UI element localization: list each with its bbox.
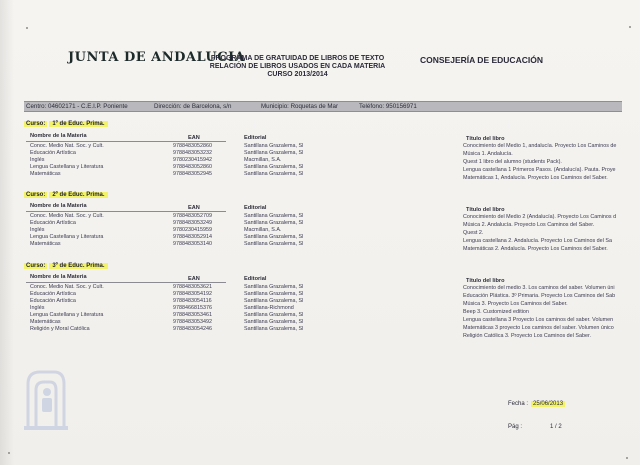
pag-value: 1 / 2 bbox=[550, 424, 562, 430]
materia-cell: Lengua Castellana y Literatura bbox=[30, 164, 104, 170]
ean-cell: 9788483052860 bbox=[173, 143, 212, 149]
fecha-value: 25/06/2013 bbox=[533, 401, 564, 407]
program-line: PROGRAMA DE GRATUIDAD DE LIBROS DE TEXTO bbox=[210, 55, 385, 62]
curso-value: 2º de Educ. Prima. bbox=[49, 192, 107, 198]
col-ean: EAN bbox=[188, 135, 200, 141]
scan-speck bbox=[26, 27, 28, 29]
titulo-cell: Conocimiento del medio 3. Los caminos del saber. Volumen úni bbox=[463, 285, 615, 291]
ean-cell: 9788483054116 bbox=[173, 298, 212, 304]
page-number-line bbox=[508, 424, 562, 430]
titulo-cell: Quest 2. bbox=[463, 230, 484, 236]
program-line: CURSO 2013/2014 bbox=[267, 71, 328, 78]
fecha-label: Fecha : bbox=[508, 401, 529, 407]
materia-cell: Inglés bbox=[30, 305, 45, 311]
col-materia: Nombre de la Materia bbox=[30, 133, 87, 139]
curso-label: Curso: bbox=[26, 192, 46, 198]
header-rule bbox=[26, 141, 226, 142]
materia-cell: Religión y Moral Católica bbox=[30, 326, 90, 332]
curso-heading bbox=[24, 263, 108, 269]
editorial-cell: Santillana Grazalema, Sl bbox=[244, 284, 304, 290]
ean-cell: 9788483053621 bbox=[173, 284, 212, 290]
col-titulo: Título del libro bbox=[466, 136, 505, 142]
ean-cell: 9780230415942 bbox=[173, 157, 212, 163]
curso-label: Curso: bbox=[26, 263, 46, 269]
col-editorial: Editorial bbox=[244, 135, 267, 141]
scan-speck bbox=[629, 26, 631, 28]
titulo-cell: Matemáticas 1, Andalucía. Proyecto Los Caminos del Saber. bbox=[463, 175, 608, 181]
materia-cell: Conoc. Medio Nat. Soc. y Cult. bbox=[30, 213, 104, 219]
junta-emblem-icon bbox=[20, 364, 72, 432]
titulo-cell: Matemáticas 3 proyecto Los caminos del saber. Volumen único bbox=[463, 325, 614, 331]
titulo-cell: Matemáticas 2. Andalucía. Proyecto Los Caminos del Saber. bbox=[463, 246, 608, 252]
ean-cell: 9788483052914 bbox=[173, 234, 212, 240]
scan-speck bbox=[8, 452, 10, 454]
col-materia: Nombre de la Materia bbox=[30, 203, 87, 209]
editorial-cell: Santillana-Richmond bbox=[244, 305, 294, 311]
editorial-cell: Macmillan, S.A. bbox=[244, 227, 282, 233]
ean-cell: 9780230415959 bbox=[173, 227, 212, 233]
col-titulo: Título del libro bbox=[466, 207, 505, 213]
centro-municipio: Municipio: Roquetas de Mar bbox=[261, 103, 339, 110]
materia-cell: Inglés bbox=[30, 157, 45, 163]
centro-code: Centro: 04602171 - C.E.I.P. Poniente bbox=[26, 103, 128, 110]
materia-cell: Educación Artística bbox=[30, 291, 76, 297]
editorial-cell: Macmillan, S.A. bbox=[244, 157, 282, 163]
editorial-cell: Santillana Grazalema, Sl bbox=[244, 143, 304, 149]
materia-cell: Conoc. Medio Nat. Soc. y Cult. bbox=[30, 284, 104, 290]
materia-cell: Lengua Castellana y Literatura bbox=[30, 234, 104, 240]
editorial-cell: Santillana Grazalema, Sl bbox=[244, 241, 304, 247]
ean-cell: 9788483054246 bbox=[173, 326, 212, 332]
ean-cell: 9788483054192 bbox=[173, 291, 212, 297]
materia-cell: Matemáticas bbox=[30, 319, 61, 325]
materia-cell: Matemáticas bbox=[30, 241, 61, 247]
program-heading bbox=[190, 55, 405, 79]
materia-cell: Matemáticas bbox=[30, 171, 61, 177]
editorial-cell: Santillana Grazalema, Sl bbox=[244, 326, 304, 332]
titulo-cell: Lengua castellana 3 Proyecto Los caminos del saber. Volumen bbox=[463, 317, 614, 323]
ean-cell: 9788483053461 bbox=[173, 312, 212, 318]
editorial-cell: Santillana Grazalema, Sl bbox=[244, 213, 304, 219]
ean-cell: 9788483053249 bbox=[173, 220, 212, 226]
pag-label: Pág : bbox=[508, 424, 523, 430]
col-titulo: Título del libro bbox=[466, 278, 505, 284]
editorial-cell: Santillana Grazalema, Sl bbox=[244, 319, 304, 325]
titulo-cell: Conocimiento del Medio 1, andalucía. Proyecto Los Caminos de bbox=[463, 143, 617, 149]
editorial-cell: Santillana Grazalema, Sl bbox=[244, 171, 304, 177]
col-ean: EAN bbox=[188, 205, 200, 211]
curso-heading bbox=[24, 121, 108, 127]
fecha-line bbox=[508, 401, 565, 407]
editorial-cell: Santillana Grazalema, Sl bbox=[244, 234, 304, 240]
titulo-cell: Música 1. Andalucía. bbox=[463, 151, 513, 157]
titulo-cell: Música 3. Proyecto Los Caminos del Saber. bbox=[463, 301, 568, 307]
curso-label: Curso: bbox=[26, 121, 46, 127]
header-rule bbox=[26, 211, 226, 212]
titulo-cell: Quest 1 libro del alumno (students Pack). bbox=[463, 159, 562, 165]
editorial-cell: Santillana Grazalema, Sl bbox=[244, 298, 304, 304]
centro-telefono: Teléfono: 950156971 bbox=[359, 103, 417, 110]
titulo-cell: Conocimiento del Medio 2 (Andalucía). Proyecto Los Caminos d bbox=[463, 214, 617, 220]
ean-cell: 9788483052709 bbox=[173, 213, 212, 219]
ean-cell: 9788483053492 bbox=[173, 319, 212, 325]
consejeria-title: CONSEJERÍA DE EDUCACIÓN bbox=[420, 55, 543, 65]
ean-cell: 9788466815376 bbox=[173, 305, 212, 311]
titulo-cell: Religión Católica 3. Proyecto Los Caminos del Saber. bbox=[463, 333, 591, 339]
col-ean: EAN bbox=[188, 276, 200, 282]
centro-address: Dirección: de Barcelona, s/n bbox=[154, 103, 232, 110]
col-materia: Nombre de la Materia bbox=[30, 274, 87, 280]
editorial-cell: Santillana Grazalema, Sl bbox=[244, 220, 304, 226]
materia-cell: Inglés bbox=[30, 227, 45, 233]
titulo-cell: Lengua castellana 1 Primeros Pasos. (Andalucía). Pauta. Proye bbox=[463, 167, 616, 173]
ean-cell: 9788483053140 bbox=[173, 241, 212, 247]
centro-info-bar bbox=[24, 101, 622, 112]
ean-cell: 9788483053232 bbox=[173, 150, 212, 156]
editorial-cell: Santillana Grazalema, Sl bbox=[244, 312, 304, 318]
materia-cell: Conoc. Medio Nat. Soc. y Cult. bbox=[30, 143, 104, 149]
titulo-cell: Educación Plástica. 3º Primaria. Proyecto Los Caminos del Sab bbox=[463, 293, 616, 299]
curso-value: 3º de Educ. Prima. bbox=[49, 263, 107, 269]
ean-cell: 9788483052860 bbox=[173, 164, 212, 170]
scan-shadow bbox=[0, 0, 14, 465]
materia-cell: Educación Artística bbox=[30, 298, 76, 304]
materia-cell: Lengua Castellana y Literatura bbox=[30, 312, 104, 318]
editorial-cell: Santillana Grazalema, Sl bbox=[244, 291, 304, 297]
materia-cell: Educación Artística bbox=[30, 150, 76, 156]
curso-value: 1º de Educ. Prima. bbox=[49, 121, 107, 127]
junta-logo-text: JUNTA DE ANDALUCIA bbox=[68, 50, 246, 65]
editorial-cell: Santillana Grazalema, Sl bbox=[244, 150, 304, 156]
editorial-cell: Santillana Grazalema, Sl bbox=[244, 164, 304, 170]
materia-cell: Educación Artística bbox=[30, 220, 76, 226]
curso-heading bbox=[24, 192, 108, 198]
ean-cell: 9788483052945 bbox=[173, 171, 212, 177]
col-editorial: Editorial bbox=[244, 276, 267, 282]
titulo-cell: Beep 3. Customized edition bbox=[463, 309, 529, 315]
titulo-cell: Música 2. Andalucía. Proyecto Los Caminos del Saber. bbox=[463, 222, 595, 228]
scan-speck bbox=[626, 457, 628, 459]
header-rule bbox=[26, 282, 226, 283]
col-editorial: Editorial bbox=[244, 205, 267, 211]
program-line: RELACIÓN DE LIBROS USADOS EN CADA MATERIA bbox=[209, 63, 386, 70]
titulo-cell: Lengua castellana 2. Andalucía. Proyecto Los Caminos del Sa bbox=[463, 238, 612, 244]
